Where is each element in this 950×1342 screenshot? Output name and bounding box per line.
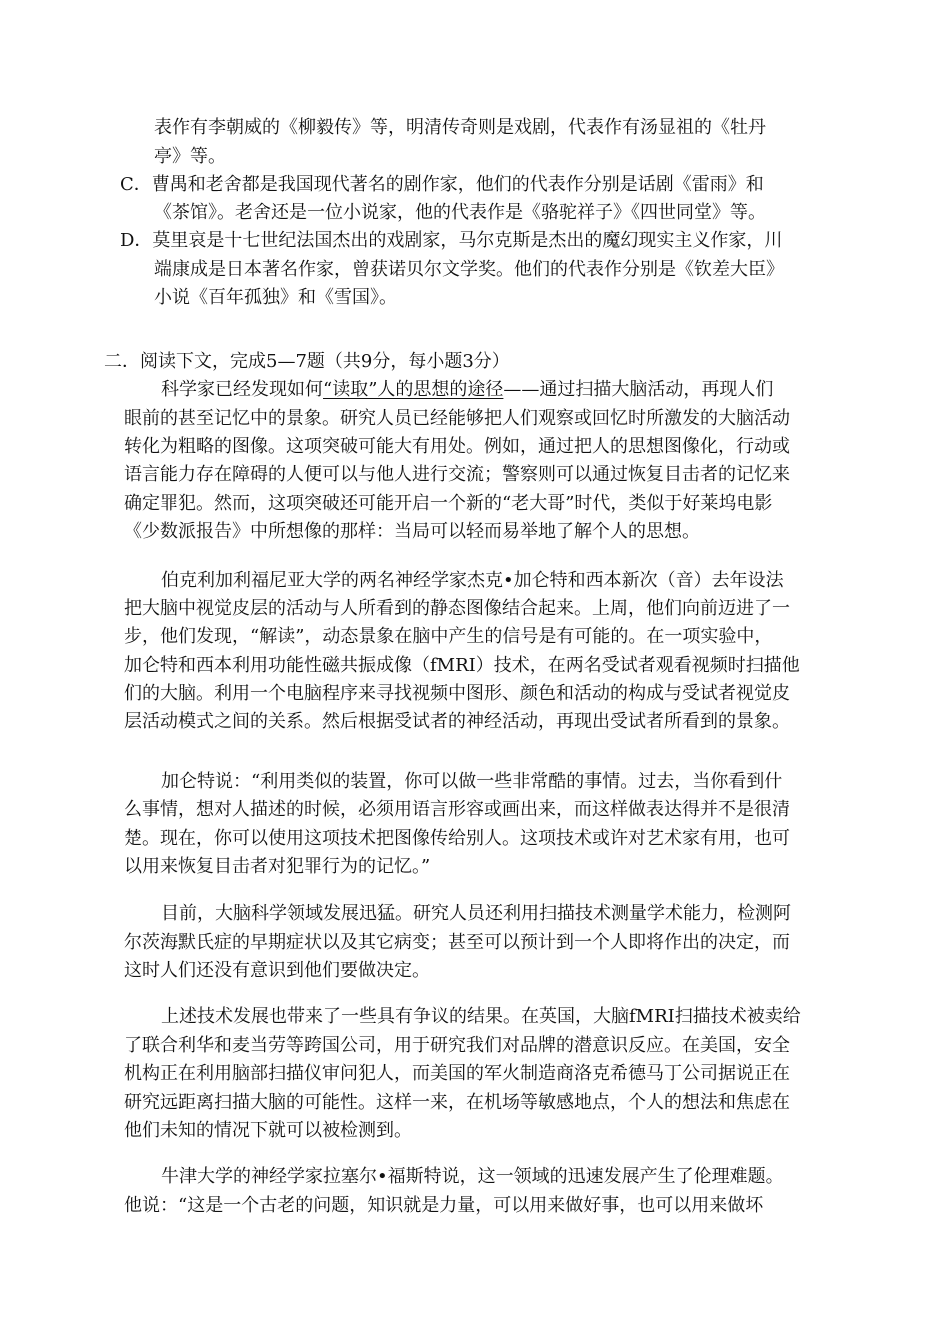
paragraph-line: 研究远距离扫描大脑的可能性。这样一来，在机场等敏感地点，个人的想法和焦虑在 (124, 1092, 790, 1113)
option-b-continuation-line: 亭》等。 (154, 146, 226, 167)
option-d-line: 小说《百年孤独》和《雪国》。 (154, 287, 397, 308)
underlined-phrase: “读取”人的思想的途径 (323, 379, 504, 400)
paragraph-line: 上述技术发展也带来了一些具有争议的结果。在英国，大脑fMRI扫描技术被卖给 (161, 1006, 801, 1027)
paragraph-line: 加仑特和西本利用功能性磁共振成像（fMRI）技术，在两名受试者观看视频时扫描他 (124, 655, 800, 676)
paragraph-line: 尔茨海默氏症的早期症状以及其它病变；甚至可以预计到一个人即将作出的决定，而 (124, 932, 790, 953)
option-d-line: D．莫里哀是十七世纪法国杰出的戏剧家，马尔克斯是杰出的魔幻现实主义作家，川 (120, 230, 783, 251)
paragraph-line: 层活动模式之间的关系。然后根据受试者的神经活动，再现出受试者所看到的景象。 (124, 711, 790, 732)
paragraph-line: 机构正在利用脑部扫描仪审问犯人，而美国的军火制造商洛克希德马丁公司据说正在 (124, 1063, 790, 1084)
paragraph-line: 把大脑中视觉皮层的活动与人所看到的静态图像结合起来。上周，他们向前迈进了一 (124, 598, 790, 619)
paragraph-line: 么事情，想对人描述的时候，必须用语言形容或画出来，而这样做表达得并不是很清 (124, 799, 790, 820)
paragraph-line: 加仑特说：“利用类似的装置，你可以做一些非常酷的事情。过去，当你看到什 (161, 771, 783, 792)
paragraph-line: 确定罪犯。然而，这项突破还可能开启一个新的“老大哥”时代，类似于好莱坞电影 (124, 493, 773, 514)
paragraph-text: 科学家已经发现如何 (161, 379, 323, 400)
paragraph-line: 步，他们发现，“解读”，动态景象在脑中产生的信号是有可能的。在一项实验中， (124, 626, 773, 647)
option-b-continuation-line: 表作有李朝威的《柳毅传》等，明清传奇则是戏剧，代表作有汤显祖的《牡丹 (154, 117, 766, 138)
paragraph-line: 转化为粗略的图像。这项突破可能大有用处。例如，通过把人的思想图像化，行动或 (124, 436, 790, 457)
paragraph-line: 《少数派报告》中所想像的那样：当局可以轻而易举地了解个人的思想。 (124, 521, 700, 542)
paragraph-text: ——通过扫描大脑活动，再现人们 (503, 379, 774, 400)
paragraph-line: 牛津大学的神经学家拉塞尔•福斯特说，这一领域的迅速发展产生了伦理难题。 (161, 1166, 784, 1187)
paragraph-line: 伯克利加利福尼亚大学的两名神经学家杰克•加仑特和西本新次（音）去年设法 (161, 570, 784, 591)
paragraph-line: 以用来恢复目击者对犯罪行为的记忆。” (124, 856, 431, 877)
paragraph-line: 他说：“这是一个古老的问题，知识就是力量，可以用来做好事，也可以用来做坏 (124, 1195, 764, 1216)
section-heading: 二．阅读下文，完成5—7题（共9分，每小题3分） (104, 351, 510, 372)
paragraph-line: 他们未知的情况下就可以被检测到。 (124, 1120, 412, 1141)
paragraph-line: 楚。现在，你可以使用这项技术把图像传给别人。这项技术或许对艺术家有用，也可 (124, 828, 790, 849)
paragraph-line (161, 376, 773, 404)
paragraph-line: 语言能力存在障碍的人便可以与他人进行交流；警察则可以通过恢复目击者的记忆来 (124, 464, 790, 485)
paragraph-line: 了联合利华和麦当劳等跨国公司，用于研究我们对品牌的潜意识反应。在美国，安全 (124, 1035, 790, 1056)
option-d-line: 端康成是日本著名作家，曾获诺贝尔文学奖。他们的代表作分别是《钦差大臣》 (154, 259, 784, 280)
paragraph-line: 目前，大脑科学领域发展迅猛。研究人员还利用扫描技术测量学术能力，检测阿 (161, 903, 791, 924)
paragraph-line: 们的大脑。利用一个电脑程序来寻找视频中图形、颜色和活动的构成与受试者视觉皮 (124, 683, 790, 704)
paragraph-line: 眼前的甚至记忆中的景象。研究人员已经能够把人们观察或回忆时所激发的大脑活动 (124, 408, 790, 429)
option-c-line: 《茶馆》。老舍还是一位小说家，他的代表作是《骆驼祥子》《四世同堂》等。 (154, 202, 766, 223)
paragraph-line: 这时人们还没有意识到他们要做决定。 (124, 960, 430, 981)
option-c-line: C．曹禺和老舍都是我国现代著名的剧作家，他们的代表作分别是话剧《雷雨》和 (120, 174, 764, 195)
